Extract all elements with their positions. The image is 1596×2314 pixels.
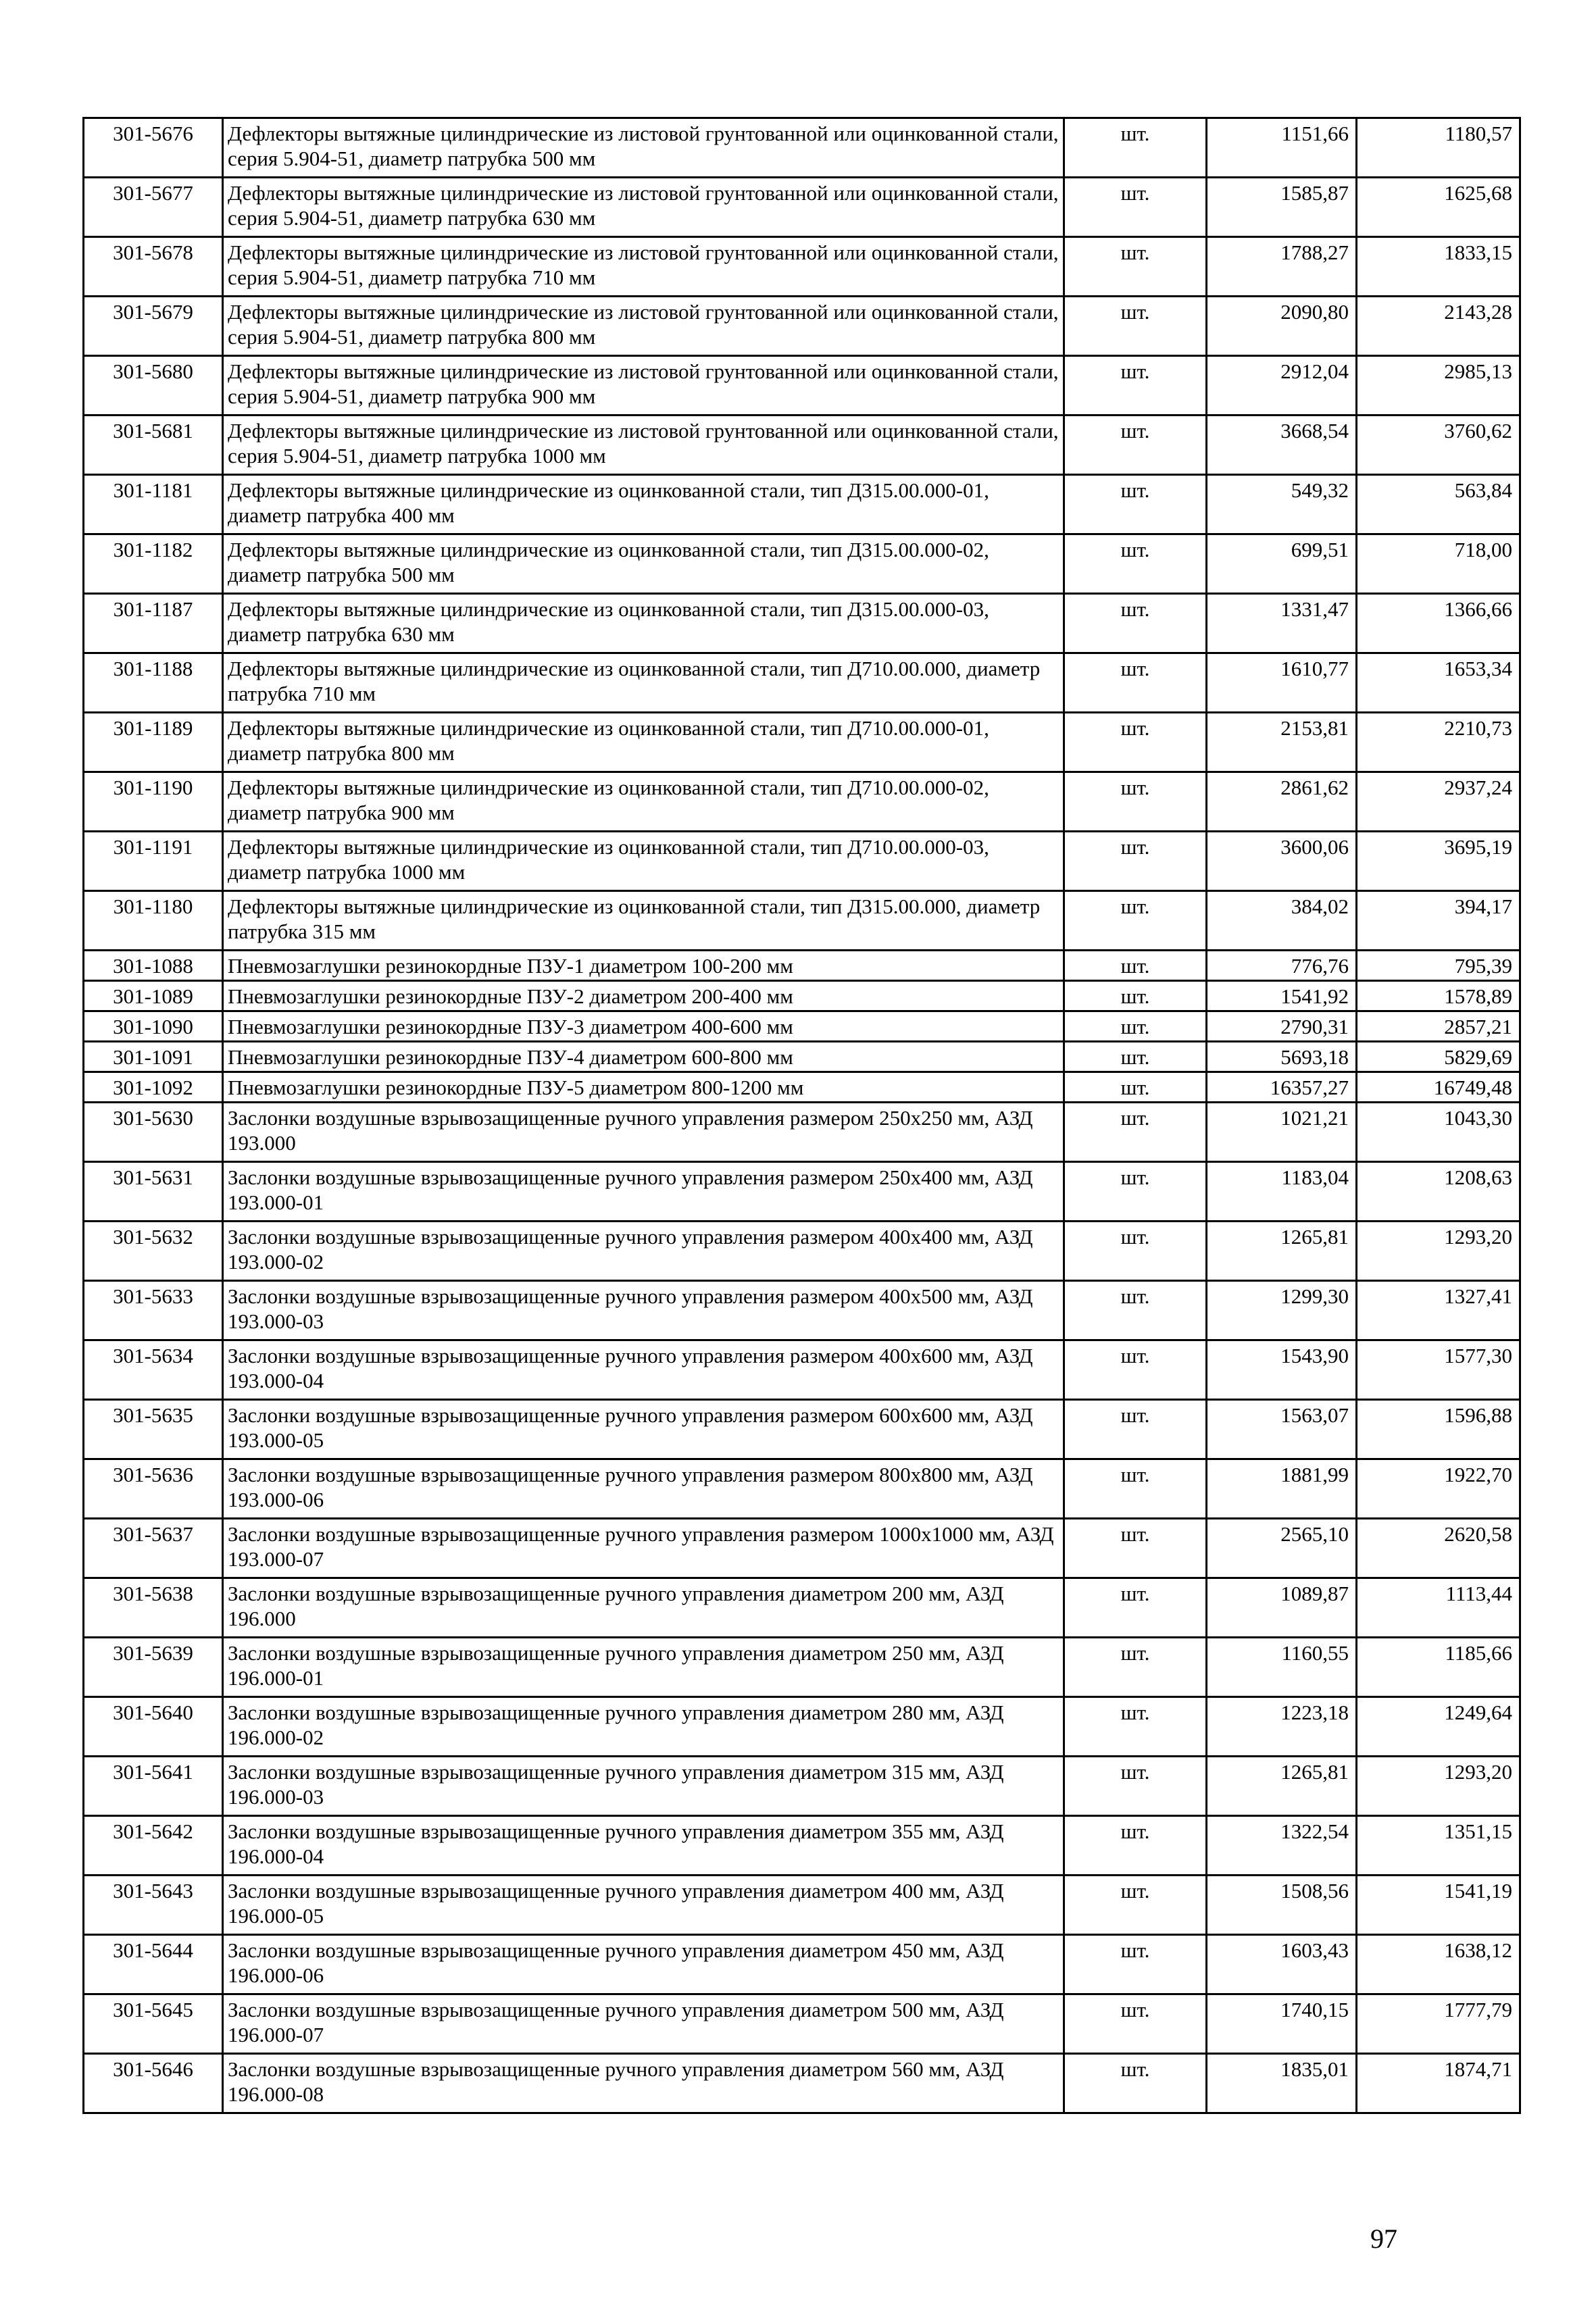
item-code: 301-5639 [84, 1638, 223, 1697]
item-name: Заслонки воздушные взрывозащищенные ручного управления диаметром 250 мм, АЗД 196.000-01 [223, 1638, 1064, 1697]
item-unit: шт. [1064, 653, 1207, 713]
item-name: Дефлекторы вытяжные цилиндрические из оцинкованной стали, тип Д315.00.000-02, диаметр патрубка 500 мм [223, 534, 1064, 594]
item-price-1: 1881,99 [1207, 1459, 1357, 1519]
item-price-2: 1351,15 [1357, 1816, 1520, 1876]
table-row [84, 1103, 1520, 1162]
item-unit: шт. [1064, 1876, 1207, 1935]
item-code: 301-5634 [84, 1340, 223, 1400]
item-unit: шт. [1064, 1103, 1207, 1162]
item-code: 301-5644 [84, 1935, 223, 1994]
item-price-2: 1293,20 [1357, 1757, 1520, 1816]
item-code: 301-5645 [84, 1994, 223, 2054]
item-unit: шт. [1064, 713, 1207, 772]
item-unit: шт. [1064, 891, 1207, 951]
item-name: Пневмозаглушки резинокордные ПЗУ-4 диаметром 600-800 мм [223, 1042, 1064, 1072]
item-name: Заслонки воздушные взрывозащищенные ручного управления диаметром 400 мм, АЗД 196.000-05 [223, 1876, 1064, 1935]
item-price-1: 1740,15 [1207, 1994, 1357, 2054]
item-name: Дефлекторы вытяжные цилиндрические из листовой грунтованной или оцинкованной стали, серия 5.904-51, диаметр патрубка 900 мм [223, 356, 1064, 416]
item-name: Пневмозаглушки резинокордные ПЗУ-3 диаметром 400-600 мм [223, 1011, 1064, 1042]
item-price-2: 1874,71 [1357, 2054, 1520, 2113]
item-price-2: 1208,63 [1357, 1162, 1520, 1222]
item-unit: шт. [1064, 475, 1207, 534]
item-price-2: 1625,68 [1357, 178, 1520, 237]
item-name: Дефлекторы вытяжные цилиндрические из оцинкованной стали, тип Д710.00.000-01, диаметр патрубка 800 мм [223, 713, 1064, 772]
item-name: Заслонки воздушные взрывозащищенные ручного управления размером 250x400 мм, АЗД 193.000-01 [223, 1162, 1064, 1222]
item-code: 301-5641 [84, 1757, 223, 1816]
item-unit: шт. [1064, 1340, 1207, 1400]
item-price-2: 2143,28 [1357, 297, 1520, 356]
item-price-1: 16357,27 [1207, 1072, 1357, 1103]
item-unit: шт. [1064, 772, 1207, 832]
item-name: Заслонки воздушные взрывозащищенные ручного управления диаметром 355 мм, АЗД 196.000-04 [223, 1816, 1064, 1876]
item-code: 301-5638 [84, 1578, 223, 1638]
item-code: 301-1092 [84, 1072, 223, 1103]
item-price-1: 2912,04 [1207, 356, 1357, 416]
table-row [84, 891, 1520, 951]
table-row [84, 713, 1520, 772]
item-name: Пневмозаглушки резинокордные ПЗУ-5 диаметром 800-1200 мм [223, 1072, 1064, 1103]
item-price-2: 16749,48 [1357, 1072, 1520, 1103]
table-row [84, 1994, 1520, 2054]
table-row [84, 1042, 1520, 1072]
item-price-1: 1563,07 [1207, 1400, 1357, 1459]
item-code: 301-5630 [84, 1103, 223, 1162]
item-price-2: 1577,30 [1357, 1340, 1520, 1400]
item-unit: шт. [1064, 2054, 1207, 2113]
item-unit: шт. [1064, 951, 1207, 981]
table-row [84, 1281, 1520, 1340]
item-unit: шт. [1064, 237, 1207, 297]
item-price-1: 5693,18 [1207, 1042, 1357, 1072]
table-row [84, 1519, 1520, 1578]
table-body [84, 118, 1520, 2113]
table-row [84, 2054, 1520, 2113]
item-name: Дефлекторы вытяжные цилиндрические из оцинкованной стали, тип Д315.00.000-03, диаметр патрубка 630 мм [223, 594, 1064, 653]
table-row [84, 1935, 1520, 1994]
item-price-2: 1541,19 [1357, 1876, 1520, 1935]
table-row [84, 772, 1520, 832]
item-price-1: 3600,06 [1207, 832, 1357, 891]
item-code: 301-1181 [84, 475, 223, 534]
table-row [84, 297, 1520, 356]
item-unit: шт. [1064, 534, 1207, 594]
item-code: 301-1191 [84, 832, 223, 891]
item-code: 301-5643 [84, 1876, 223, 1935]
item-name: Дефлекторы вытяжные цилиндрические из листовой грунтованной или оцинкованной стали, серия 5.904-51, диаметр патрубка 630 мм [223, 178, 1064, 237]
item-code: 301-5679 [84, 297, 223, 356]
item-price-2: 2620,58 [1357, 1519, 1520, 1578]
table-row [84, 1072, 1520, 1103]
item-name: Заслонки воздушные взрывозащищенные ручного управления размером 400x400 мм, АЗД 193.000-02 [223, 1222, 1064, 1281]
table-row [84, 1757, 1520, 1816]
table-row [84, 118, 1520, 178]
item-price-2: 2985,13 [1357, 356, 1520, 416]
table-row [84, 237, 1520, 297]
item-price-2: 2210,73 [1357, 713, 1520, 772]
item-name: Заслонки воздушные взрывозащищенные ручного управления размером 250x250 мм, АЗД 193.000 [223, 1103, 1064, 1162]
item-price-1: 1021,21 [1207, 1103, 1357, 1162]
item-unit: шт. [1064, 1072, 1207, 1103]
price-table [82, 117, 1521, 2114]
item-unit: шт. [1064, 118, 1207, 178]
item-name: Дефлекторы вытяжные цилиндрические из оцинкованной стали, тип Д710.00.000-02, диаметр патрубка 900 мм [223, 772, 1064, 832]
item-unit: шт. [1064, 416, 1207, 475]
item-name: Дефлекторы вытяжные цилиндрические из листовой грунтованной или оцинкованной стали, серия 5.904-51, диаметр патрубка 500 мм [223, 118, 1064, 178]
item-code: 301-5631 [84, 1162, 223, 1222]
item-code: 301-1188 [84, 653, 223, 713]
item-price-1: 2153,81 [1207, 713, 1357, 772]
item-code: 301-5637 [84, 1519, 223, 1578]
item-price-2: 1638,12 [1357, 1935, 1520, 1994]
item-price-2: 1366,66 [1357, 594, 1520, 653]
table-row [84, 1222, 1520, 1281]
item-price-1: 1788,27 [1207, 237, 1357, 297]
table-row [84, 1162, 1520, 1222]
item-price-2: 1293,20 [1357, 1222, 1520, 1281]
item-price-1: 2790,31 [1207, 1011, 1357, 1042]
item-code: 301-1187 [84, 594, 223, 653]
item-unit: шт. [1064, 981, 1207, 1011]
item-price-1: 1331,47 [1207, 594, 1357, 653]
item-price-1: 1265,81 [1207, 1222, 1357, 1281]
item-code: 301-1090 [84, 1011, 223, 1042]
table-row [84, 1340, 1520, 1400]
item-unit: шт. [1064, 1757, 1207, 1816]
item-unit: шт. [1064, 1011, 1207, 1042]
item-code: 301-5636 [84, 1459, 223, 1519]
item-unit: шт. [1064, 1697, 1207, 1757]
item-price-1: 1322,54 [1207, 1816, 1357, 1876]
item-price-1: 1835,01 [1207, 2054, 1357, 2113]
item-price-1: 1541,92 [1207, 981, 1357, 1011]
item-price-1: 1543,90 [1207, 1340, 1357, 1400]
item-price-2: 718,00 [1357, 534, 1520, 594]
table-row [84, 1578, 1520, 1638]
item-price-2: 394,17 [1357, 891, 1520, 951]
item-code: 301-1091 [84, 1042, 223, 1072]
table-row [84, 1459, 1520, 1519]
item-unit: шт. [1064, 1935, 1207, 1994]
item-price-1: 699,51 [1207, 534, 1357, 594]
item-code: 301-1088 [84, 951, 223, 981]
item-unit: шт. [1064, 1281, 1207, 1340]
item-unit: шт. [1064, 1816, 1207, 1876]
item-name: Заслонки воздушные взрывозащищенные ручного управления размером 1000x1000 мм, АЗД 193.000-07 [223, 1519, 1064, 1578]
item-code: 301-5646 [84, 2054, 223, 2113]
table-row [84, 416, 1520, 475]
item-price-1: 2861,62 [1207, 772, 1357, 832]
item-price-2: 1043,30 [1357, 1103, 1520, 1162]
table-row [84, 178, 1520, 237]
item-unit: шт. [1064, 1994, 1207, 2054]
table-row [84, 1011, 1520, 1042]
item-price-2: 1653,34 [1357, 653, 1520, 713]
table-row [84, 832, 1520, 891]
item-name: Заслонки воздушные взрывозащищенные ручного управления диаметром 450 мм, АЗД 196.000-06 [223, 1935, 1064, 1994]
item-name: Заслонки воздушные взрывозащищенные ручного управления размером 800x800 мм, АЗД 193.000-06 [223, 1459, 1064, 1519]
item-price-2: 2937,24 [1357, 772, 1520, 832]
item-code: 301-1182 [84, 534, 223, 594]
item-price-1: 1603,43 [1207, 1935, 1357, 1994]
item-price-1: 1585,87 [1207, 178, 1357, 237]
item-name: Дефлекторы вытяжные цилиндрические из оцинкованной стали, тип Д710.00.000, диаметр патрубка 710 мм [223, 653, 1064, 713]
item-price-1: 2090,80 [1207, 297, 1357, 356]
item-name: Заслонки воздушные взрывозащищенные ручного управления размером 400x500 мм, АЗД 193.000-03 [223, 1281, 1064, 1340]
item-code: 301-5678 [84, 237, 223, 297]
item-name: Дефлекторы вытяжные цилиндрические из оцинкованной стали, тип Д710.00.000-03, диаметр патрубка 1000 мм [223, 832, 1064, 891]
item-unit: шт. [1064, 594, 1207, 653]
item-price-1: 1183,04 [1207, 1162, 1357, 1222]
item-price-2: 3695,19 [1357, 832, 1520, 891]
item-price-1: 1508,56 [1207, 1876, 1357, 1935]
item-unit: шт. [1064, 1519, 1207, 1578]
item-name: Дефлекторы вытяжные цилиндрические из листовой грунтованной или оцинкованной стали, серия 5.904-51, диаметр патрубка 800 мм [223, 297, 1064, 356]
item-name: Заслонки воздушные взрывозащищенные ручного управления диаметром 560 мм, АЗД 196.000-08 [223, 2054, 1064, 2113]
item-code: 301-5633 [84, 1281, 223, 1340]
item-price-1: 1299,30 [1207, 1281, 1357, 1340]
table-row [84, 356, 1520, 416]
item-price-2: 1596,88 [1357, 1400, 1520, 1459]
item-name: Дефлекторы вытяжные цилиндрические из листовой грунтованной или оцинкованной стали, серия 5.904-51, диаметр патрубка 710 мм [223, 237, 1064, 297]
item-price-2: 1180,57 [1357, 118, 1520, 178]
item-unit: шт. [1064, 297, 1207, 356]
item-price-2: 1777,79 [1357, 1994, 1520, 2054]
item-price-2: 2857,21 [1357, 1011, 1520, 1042]
item-price-2: 563,84 [1357, 475, 1520, 534]
item-price-1: 549,32 [1207, 475, 1357, 534]
item-code: 301-5681 [84, 416, 223, 475]
item-code: 301-1189 [84, 713, 223, 772]
table-row [84, 1400, 1520, 1459]
item-name: Заслонки воздушные взрывозащищенные ручного управления диаметром 280 мм, АЗД 196.000-02 [223, 1697, 1064, 1757]
item-name: Заслонки воздушные взрывозащищенные ручного управления диаметром 500 мм, АЗД 196.000-07 [223, 1994, 1064, 2054]
table-row [84, 1816, 1520, 1876]
item-unit: шт. [1064, 832, 1207, 891]
item-code: 301-5642 [84, 1816, 223, 1876]
item-price-2: 1833,15 [1357, 237, 1520, 297]
item-price-2: 1922,70 [1357, 1459, 1520, 1519]
item-name: Заслонки воздушные взрывозащищенные ручного управления диаметром 315 мм, АЗД 196.000-03 [223, 1757, 1064, 1816]
item-unit: шт. [1064, 1459, 1207, 1519]
table-row [84, 981, 1520, 1011]
table-row [84, 594, 1520, 653]
item-code: 301-5632 [84, 1222, 223, 1281]
table-row [84, 1876, 1520, 1935]
item-price-2: 795,39 [1357, 951, 1520, 981]
item-name: Дефлекторы вытяжные цилиндрические из оцинкованной стали, тип Д315.00.000-01, диаметр патрубка 400 мм [223, 475, 1064, 534]
item-price-1: 1160,55 [1207, 1638, 1357, 1697]
table-row [84, 1697, 1520, 1757]
table-row [84, 653, 1520, 713]
item-code: 301-1089 [84, 981, 223, 1011]
table-row [84, 1638, 1520, 1697]
item-unit: шт. [1064, 1042, 1207, 1072]
table-row [84, 951, 1520, 981]
item-name: Пневмозаглушки резинокордные ПЗУ-2 диаметром 200-400 мм [223, 981, 1064, 1011]
item-unit: шт. [1064, 178, 1207, 237]
item-name: Пневмозаглушки резинокордные ПЗУ-1 диаметром 100-200 мм [223, 951, 1064, 981]
item-unit: шт. [1064, 1162, 1207, 1222]
item-name: Дефлекторы вытяжные цилиндрические из листовой грунтованной или оцинкованной стали, серия 5.904-51, диаметр патрубка 1000 мм [223, 416, 1064, 475]
item-price-1: 2565,10 [1207, 1519, 1357, 1578]
item-price-1: 776,76 [1207, 951, 1357, 981]
item-price-2: 1185,66 [1357, 1638, 1520, 1697]
item-unit: шт. [1064, 1222, 1207, 1281]
item-code: 301-1190 [84, 772, 223, 832]
table-row [84, 534, 1520, 594]
item-code: 301-5640 [84, 1697, 223, 1757]
item-name: Заслонки воздушные взрывозащищенные ручного управления диаметром 200 мм, АЗД 196.000 [223, 1578, 1064, 1638]
item-name: Заслонки воздушные взрывозащищенные ручного управления размером 400x600 мм, АЗД 193.000-04 [223, 1340, 1064, 1400]
item-price-2: 1249,64 [1357, 1697, 1520, 1757]
item-price-1: 1610,77 [1207, 653, 1357, 713]
item-price-1: 3668,54 [1207, 416, 1357, 475]
item-price-1: 1265,81 [1207, 1757, 1357, 1816]
item-unit: шт. [1064, 1400, 1207, 1459]
item-unit: шт. [1064, 1578, 1207, 1638]
item-price-1: 1223,18 [1207, 1697, 1357, 1757]
item-price-2: 1113,44 [1357, 1578, 1520, 1638]
item-code: 301-1180 [84, 891, 223, 951]
item-price-1: 1151,66 [1207, 118, 1357, 178]
page-number: 97 [1370, 2223, 1397, 2254]
item-price-1: 384,02 [1207, 891, 1357, 951]
item-price-1: 1089,87 [1207, 1578, 1357, 1638]
item-price-2: 1578,89 [1357, 981, 1520, 1011]
table-row [84, 475, 1520, 534]
item-price-2: 3760,62 [1357, 416, 1520, 475]
item-price-2: 1327,41 [1357, 1281, 1520, 1340]
item-code: 301-5635 [84, 1400, 223, 1459]
item-code: 301-5680 [84, 356, 223, 416]
item-name: Дефлекторы вытяжные цилиндрические из оцинкованной стали, тип Д315.00.000, диаметр патрубка 315 мм [223, 891, 1064, 951]
item-name: Заслонки воздушные взрывозащищенные ручного управления размером 600x600 мм, АЗД 193.000-05 [223, 1400, 1064, 1459]
item-unit: шт. [1064, 356, 1207, 416]
item-code: 301-5676 [84, 118, 223, 178]
item-unit: шт. [1064, 1638, 1207, 1697]
item-code: 301-5677 [84, 178, 223, 237]
item-price-2: 5829,69 [1357, 1042, 1520, 1072]
